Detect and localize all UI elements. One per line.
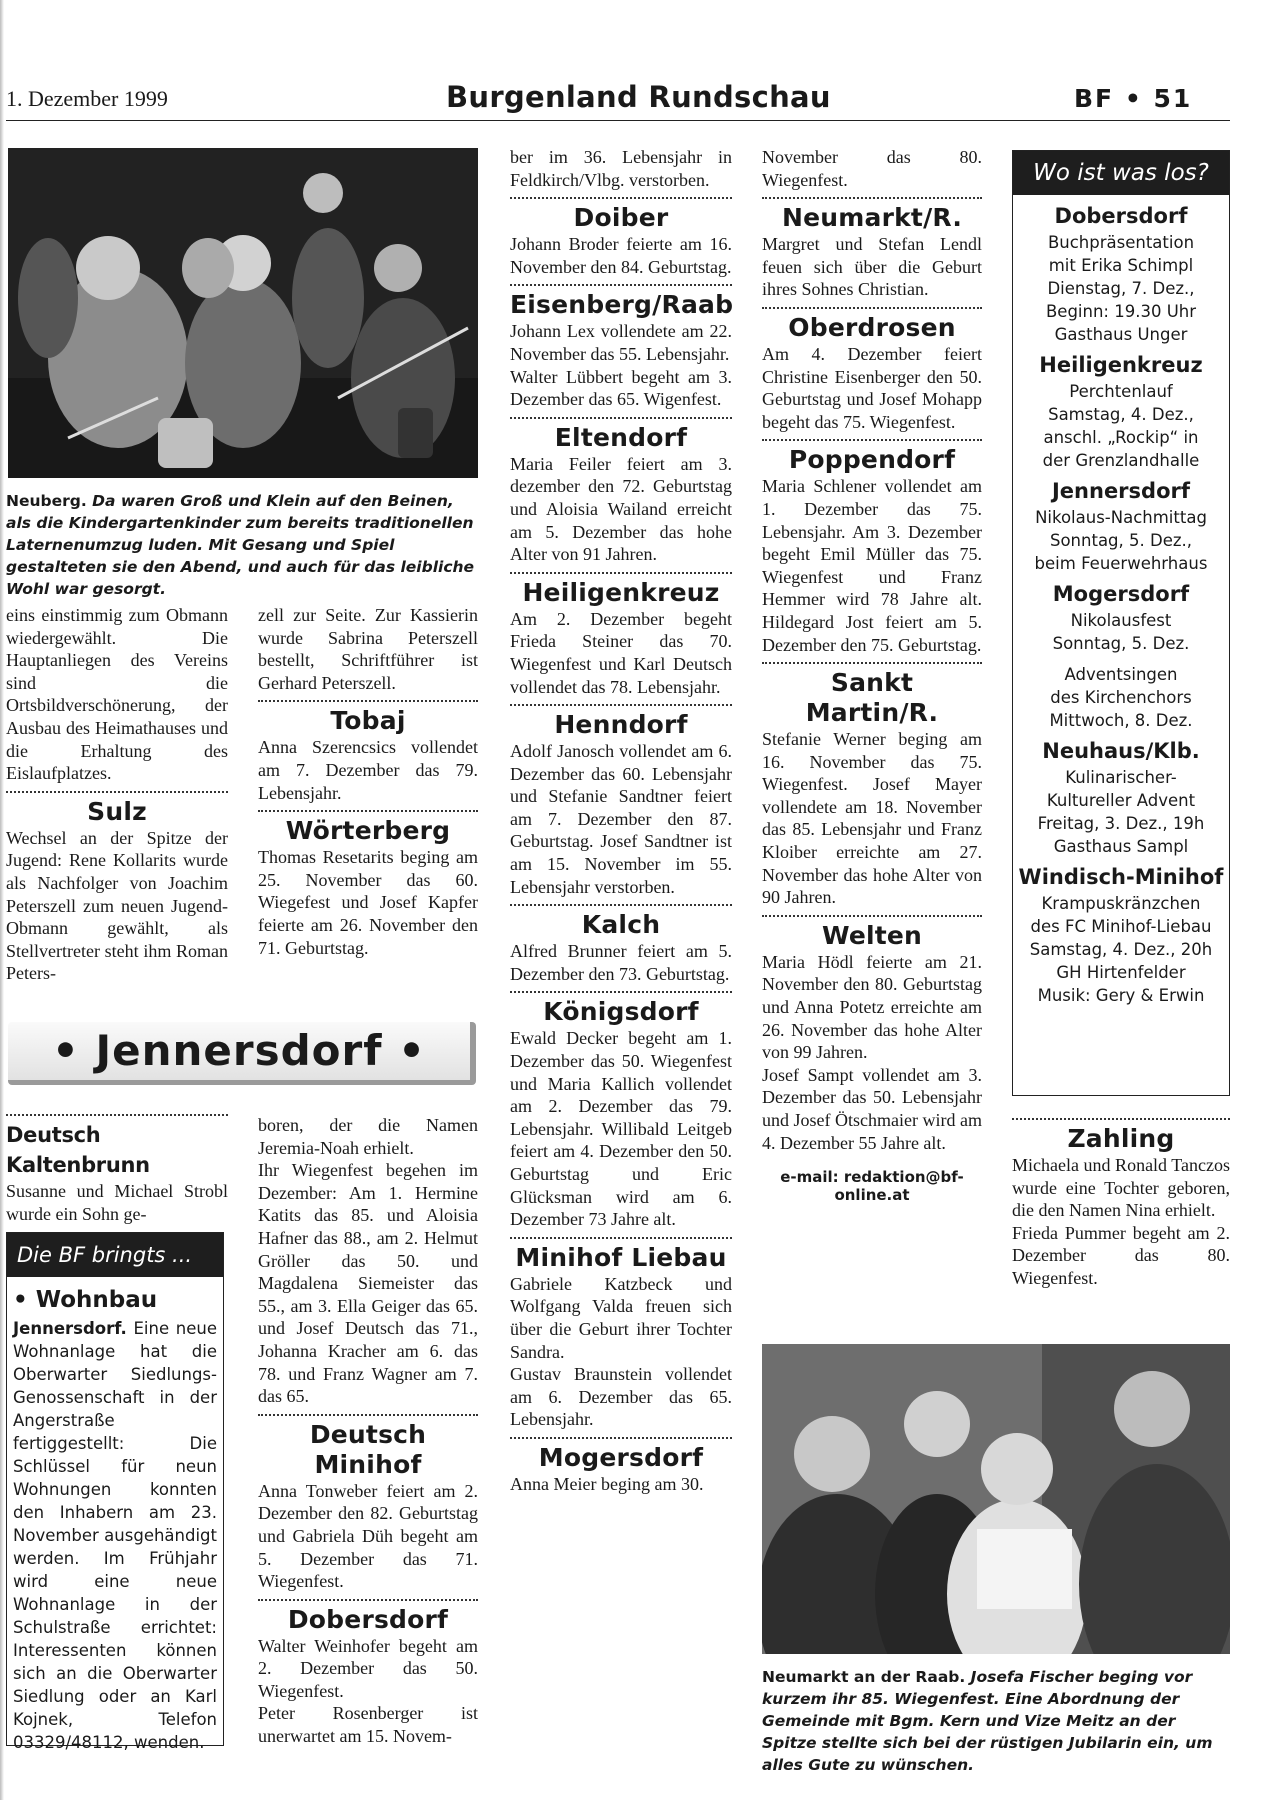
photo-jubilee-delegation [762, 1344, 1230, 1654]
divider [258, 700, 478, 702]
heading-oberdrosen: Oberdrosen [788, 312, 956, 342]
event-line: Sonntag, 5. Dez. [1052, 634, 1190, 653]
event-line: Adventsingen [1064, 665, 1178, 684]
text-welten-1: Maria Hödl feierte am 21. November den 80. Geburtstag und Anna Potetz erreichte am 26. November das hohe Alter von 99 Jahren. [762, 951, 982, 1063]
text-eltendorf: Maria Feiler feiert am 3. dezember den 72. Geburtstag und Aloisia Wailand erreicht am 5. Dezember das hohe Alter von 91 Jahren. [510, 453, 732, 565]
heading-sulz: Sulz [87, 796, 147, 826]
event-line: Gasthaus Unger [1054, 325, 1188, 344]
column-1-upper [6, 604, 228, 985]
heading-mogersdorf: Mogersdorf [538, 1442, 704, 1472]
event-line: des FC Minihof-Liebau [1030, 917, 1212, 936]
text-wohnbau [13, 1317, 217, 1754]
text-koenigsdorf: Ewald Decker begeht am 1. Dezember das 50. Wiegenfest und Maria Kallich vollendet am 2. Dezember das 79. Lebensjahr. Willibald Leitgeb feiert am 4. Dezember den 50. Geburtstag und Eric Glücksman wird am 6. Dezember 73 Jahre alt. [510, 1028, 732, 1230]
heading-henndorf: Henndorf [554, 710, 688, 740]
heading-kalch: Kalch [581, 910, 661, 940]
text-dobersdorf-2: Peter Rosenberger ist unerwartet am 15. Novem- [258, 1703, 478, 1747]
column-2-upper [258, 604, 478, 959]
section-banner-jennersdorf: • Jennersdorf • [8, 1022, 476, 1085]
photo1-caption-lead: Neuberg. [6, 492, 87, 510]
event-line: Kulinarischer- [1065, 768, 1177, 787]
event-dobersdorf [1013, 203, 1229, 346]
divider [510, 197, 732, 199]
text-sulz: Wechsel an der Spitze der Jugend: Rene Kollarits wurde als Nachfolger von Joachim Peterszell zum neuen Jugend-Obmann gewählt, als Stellvertreter steht ihm Roman Peters- [6, 827, 228, 984]
divider [510, 1237, 732, 1239]
text-zahling-1: Michaela und Ronald Tanczos wurde eine Tochter geboren, die den Namen Nina erhielt. [1012, 1155, 1230, 1221]
heading-heiligenkreuz: Heiligenkreuz [522, 577, 720, 607]
text-minihof-liebau-1: Gabriele Katzbeck und Wolfgang Valda freuen sich über die Geburt ihrer Tochter Sandra. [510, 1273, 732, 1362]
col4-intro: November das 80. Wiegenfest. [762, 147, 982, 190]
event-town: Neuhaus/Klb. [1042, 739, 1200, 763]
heading-poppendorf: Poppendorf [788, 445, 956, 475]
col2-lower-intro2: Ihr Wiegenfest begehen im Dezember: Am 1. Hermine Katits das 85. und Aloisia Hafner das 88., am 2. Helmut Gröller das 50. und Magdalena Siemeister das 55., am 3. Ella Geiger das 65. und Josef Deutsch das 71., Johanna Kracher am 6. das 78. und Franz Wagner am 7. das 65. [258, 1160, 478, 1407]
event-line: Buchpräsentation [1047, 233, 1195, 252]
heading-welten: Welten [821, 920, 923, 950]
email-address: e-mail: redaktion@bf-online.at [780, 1168, 964, 1205]
divider [762, 307, 982, 309]
text-woerterberg: Thomas Resetarits beging am 25. November das 60. Wiegefest und Josef Kapfer feierte am 26. November den 71. Geburtstag. [258, 847, 478, 958]
photo2-caption [762, 1666, 1232, 1776]
text-neumarkt: Margret und Stefan Lendl feuen sich über die Geburt ihres Sohnes Christian. [762, 234, 982, 300]
text-wohnbau-lead: Jennersdorf. [13, 1319, 127, 1338]
text-deutsch-kaltenbrunn: Susanne und Michael Strobl wurde ein Sohn ge- [6, 1181, 228, 1224]
divider [762, 439, 982, 441]
divider [1012, 1118, 1230, 1120]
event-line: Samstag, 4. Dez., [1048, 405, 1194, 424]
event-town: Windisch-Minihof [1018, 865, 1224, 889]
event-line: des Kirchenchors [1050, 688, 1192, 707]
column-1-lower [6, 1108, 228, 1225]
heading-sankt-martin: Sankt Martin/R. [805, 668, 939, 728]
col2-lower-intro: boren, der die Namen Jeremia-Noah erhielt. [258, 1115, 478, 1158]
event-line: Gasthaus Sampl [1053, 837, 1189, 856]
text-wohnbau-body: Eine neue Wohnanlage hat die Oberwarter Siedlungs-Genossenschaft in der Angerstraße fertiggestellt: Die Schlüssel für neun Wohnungen konnten den Inhabern am 23. November ausgehändigt werden. Im Frühjahr wird eine neue Wohnanlage in der Schulstraße errichtet: Interessenten können sich an die Oberwarter Siedlung oder an Karl Kojnek, Telefon 03329/48112, wenden. [13, 1319, 217, 1752]
heading-woerterberg: Wörterberg [285, 816, 451, 846]
heading-eltendorf: Eltendorf [554, 422, 688, 452]
heading-neumarkt: Neumarkt/R. [781, 203, 963, 233]
divider [510, 417, 732, 419]
divider [6, 791, 228, 793]
event-town: Mogersdorf [1052, 582, 1190, 606]
text-dobersdorf-1: Walter Weinhofer begeht am 2. Dezember das 50. Wiegenfest. [258, 1635, 478, 1701]
divider [510, 1437, 732, 1439]
text-deutsch-minihof: Anna Tonweber feiert am 2. Dezember den 82. Geburtstag und Gabriela Düh begeht am 5. Dezember das 71. Wiegenfest. [258, 1480, 478, 1592]
text-eisenberg-1: Johann Lex vollendete am 22. November das 55. Lebensjahr. [510, 321, 732, 364]
event-town: Heiligenkreuz [1039, 353, 1203, 377]
event-line: Samstag, 4. Dez., 20h [1029, 940, 1213, 959]
divider [510, 572, 732, 574]
text-poppendorf: Maria Schlener vollendet am 1. Dezember das 75. Lebensjahr. Am 3. Dezember begeht Emil Müller das 75. Wiegenfest und Franz Hemmer wird 78 Jahre alt. Hildegard Jost feiert am 5. Dezember den 75. Geburtstag. [762, 476, 982, 655]
event-mogersdorf [1013, 581, 1229, 732]
text-minihof-liebau-2: Gustav Braunstein vollendet am 6. Dezember das 65. Lebensjahr. [510, 1364, 732, 1430]
text-oberdrosen: Am 4. Dezember feiert Christine Eisenberger den 50. Geburtstag und Josef Mohapp begeht das 75. Wiegenfest. [762, 343, 982, 432]
bf-bringts-box [6, 1232, 224, 1752]
event-line: Nikolaus-Nachmittag [1035, 508, 1207, 527]
column-4 [762, 146, 982, 1204]
event-line: Kultureller Advent [1046, 791, 1196, 810]
text-welten-2: Josef Sampt vollendet am 3. Dezember das 50. Lebensjahr und Josef Ötschmaier wird am 4. Dezember 55 Jahre alt. [762, 1064, 982, 1153]
wo-ist-was-los-title: Wo ist was los? [1013, 151, 1229, 195]
text-sankt-martin: Stefanie Werner beging am 16. November das 75. Wiegenfest. Josef Mayer vollendete am 18. November das 85. Lebensjahr und Franz Kloiber erreichte am 27. November das hohe Alter von 90 Jahren. [762, 729, 982, 908]
event-line: Nikolausfest [1070, 611, 1172, 630]
heading-tobaj: Tobaj [330, 706, 406, 736]
heading-doiber: Doiber [573, 203, 669, 233]
event-town: Dobersdorf [1054, 204, 1188, 228]
col1-intro: eins einstimmig zum Obmann wiedergewählt. Die Hauptanliegen des Vereins sind die Ortsbildverschönerung, der Ausbau des Heimathauses und die Erhaltung des Eislaufplatzes. [6, 605, 228, 784]
event-windisch-minihof [1013, 864, 1229, 1007]
heading-eisenberg: Eisenberg/Raab [510, 290, 734, 320]
text-doiber: Johann Broder feierte am 16. November den 84. Geburtstag. [510, 234, 732, 277]
column-5-lower [1012, 1112, 1230, 1290]
event-line: Sonntag, 5. Dez., [1049, 531, 1193, 550]
photo2-caption-lead: Neumarkt an der Raab. [762, 1668, 966, 1686]
text-eisenberg-2: Walter Lübbert begeht am 3. Dezember das 65. Wigenfest. [510, 366, 732, 410]
event-line: Perchtenlauf [1069, 382, 1173, 401]
event-line: anschl. „Rockip“ in [1043, 428, 1199, 447]
event-line: der Grenzlandhalle [1042, 451, 1200, 470]
wo-ist-was-los-box [1012, 150, 1230, 1096]
heading-deutsch-kaltenbrunn: Deutsch Kaltenbrunn [6, 1123, 150, 1177]
divider [6, 1114, 228, 1116]
event-line: Musik: Gery & Erwin [1037, 986, 1205, 1005]
bf-bringts-title: Die BF bringts ... [7, 1233, 223, 1277]
heading-koenigsdorf: Königsdorf [543, 997, 699, 1027]
heading-deutsch-minihof: Deutsch Minihof [309, 1419, 427, 1479]
event-line: Dienstag, 7. Dez., [1047, 279, 1195, 298]
heading-zahling: Zahling [1067, 1124, 1175, 1153]
heading-minihof-liebau: Minihof Liebau [515, 1242, 727, 1272]
text-heiligenkreuz: Am 2. Dezember begeht Frieda Steiner das 70. Wiegenfest und Karl Deutsch vollendet das 78. Lebensjahr. [510, 608, 732, 697]
divider [762, 197, 982, 199]
heading-wohnbau: • Wohnbau [13, 1287, 158, 1313]
col2-intro: zell zur Seite. Zur Kassierin wurde Sabrina Peterszell bestellt, Schriftführer ist Gerhard Peterszell. [258, 605, 478, 693]
event-line: Mittwoch, 8. Dez. [1049, 711, 1193, 730]
divider [510, 991, 732, 993]
divider [258, 810, 478, 812]
header-date: 1. Dezember 1999 [6, 86, 168, 111]
column-2-lower [258, 1114, 478, 1748]
divider [762, 915, 982, 917]
photo1-caption [6, 490, 478, 600]
event-heiligenkreuz [1013, 352, 1229, 472]
header-page-number: BF • 51 [1074, 84, 1193, 113]
text-zahling-2: Frieda Pummer begeht am 2. Dezember das 80. Wiegenfest. [1012, 1222, 1230, 1288]
event-line: beim Feuerwehrhaus [1034, 554, 1208, 573]
photo-jubilee-delegation-image [762, 1344, 1230, 1654]
event-neuhaus [1013, 738, 1229, 858]
event-line: Beginn: 19.30 Uhr [1045, 302, 1197, 321]
header-rule [6, 120, 1230, 121]
divider [258, 1414, 478, 1416]
event-line: Krampuskränzchen [1041, 894, 1201, 913]
heading-dobersdorf: Dobersdorf [287, 1604, 449, 1634]
event-town: Jennersdorf [1051, 479, 1190, 503]
col3-intro: ber im 36. Lebensjahr in Feldkirch/Vlbg. verstorben. [510, 147, 732, 190]
photo2-caption-text: Josefa Fischer beging vor kurzem ihr 85. Wiegenfest. Eine Abordnung der Gemeinde mit Bgm. Kern und Vize Meitz an der Spitze stellte sich bei der rüstigen Jubilarin ein, um alles Gute zu wünschen. [762, 1668, 1213, 1774]
text-kalch: Alfred Brunner feiert am 5. Dezember den 73. Geburtstag. [510, 941, 732, 984]
text-tobaj: Anna Szerencsics vollendet am 7. Dezember das 79. Lebensjahr. [258, 737, 478, 803]
event-line: mit Erika Schimpl [1048, 256, 1194, 275]
divider [510, 284, 732, 286]
divider [762, 662, 982, 664]
photo-lantern-children-image [8, 148, 478, 478]
divider [258, 1599, 478, 1601]
column-3 [510, 146, 732, 1496]
event-jennersdorf [1013, 478, 1229, 575]
page-binding-edge [0, 0, 4, 1800]
text-henndorf: Adolf Janosch vollendet am 6. Dezember das 60. Lebensjahr und Stefanie Sandtner feiert am 7. Dezember den 87. Geburtstag. Josef Sandtner ist am 15. November im 55. Lebensjahr verstorben. [510, 741, 732, 897]
event-line: GH Hirtenfelder [1056, 963, 1186, 982]
header-title: Burgenland Rundschau [446, 80, 831, 114]
photo1-caption-text: Da waren Groß und Klein auf den Beinen, als die Kindergartenkinder zum bereits traditionellen Laternenumzug luden. Mit Gesang und Spiel gestalteten sie den Abend, und auch für das leibliche Wohl war gesorgt. [6, 492, 475, 598]
divider [510, 904, 732, 906]
event-line: Freitag, 3. Dez., 19h [1037, 814, 1205, 833]
divider [510, 704, 732, 706]
photo-lantern-children [8, 148, 478, 478]
text-mogersdorf: Anna Meier beging am 30. [510, 1473, 704, 1494]
